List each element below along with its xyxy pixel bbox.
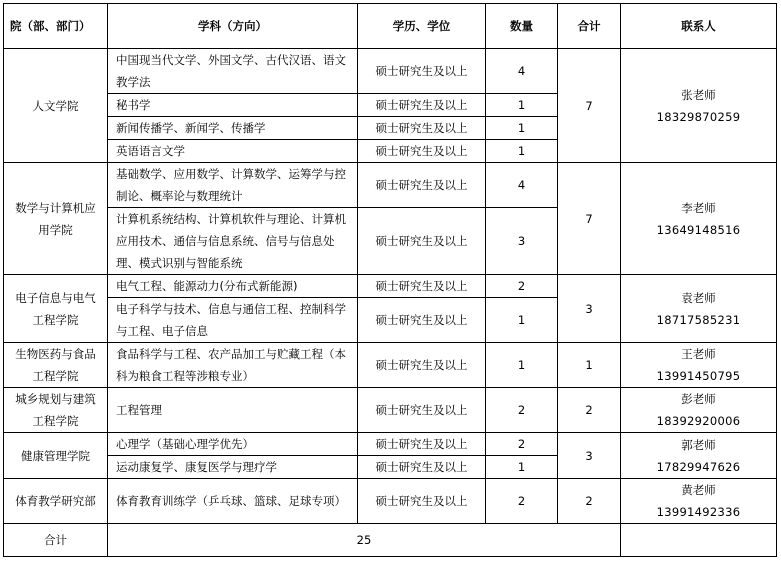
contact-name: 李老师 bbox=[681, 200, 716, 215]
contact-phone: 13991450795 bbox=[656, 369, 741, 383]
contact-phone: 18329870259 bbox=[656, 109, 741, 124]
institution-cell: 生物医药与食品工程学院 bbox=[4, 343, 108, 388]
degree-cell: 硕士研究生及以上 bbox=[358, 433, 486, 456]
contact-name: 郭老师 bbox=[681, 437, 716, 452]
table-row bbox=[4, 343, 777, 388]
subject-cell: 体育教育训练学（乒乓球、篮球、足球专项） bbox=[108, 479, 358, 524]
table-row bbox=[4, 433, 777, 456]
header-row bbox=[4, 4, 777, 49]
contact-cell bbox=[621, 275, 777, 343]
header-contact: 联系人 bbox=[621, 4, 777, 49]
institution-cell: 人文学院 bbox=[4, 49, 108, 163]
subtotal-cell: 2 bbox=[558, 479, 621, 524]
count-cell: 4 bbox=[486, 49, 558, 94]
count-cell: 4 bbox=[486, 163, 558, 208]
subject-cell: 运动康复学、康复医学与理疗学 bbox=[108, 456, 358, 479]
institution-cell: 数学与计算机应用学院 bbox=[4, 163, 108, 275]
degree-cell: 硕士研究生及以上 bbox=[358, 388, 486, 433]
subject-cell: 秘书学 bbox=[108, 94, 358, 117]
degree-cell: 硕士研究生及以上 bbox=[358, 479, 486, 524]
institution-cell: 健康管理学院 bbox=[4, 433, 108, 479]
degree-cell: 硕士研究生及以上 bbox=[358, 456, 486, 479]
subtotal-cell: 3 bbox=[558, 275, 621, 343]
table-row bbox=[4, 163, 777, 208]
contact-phone: 18717585231 bbox=[656, 312, 741, 327]
subtotal-cell: 1 bbox=[558, 343, 621, 388]
count-cell: 2 bbox=[486, 433, 558, 456]
degree-cell: 硕士研究生及以上 bbox=[358, 298, 486, 343]
subtotal-cell: 7 bbox=[558, 49, 621, 163]
contact-cell bbox=[621, 163, 777, 275]
subject-cell: 电气工程、能源动力(分布式新能源) bbox=[108, 275, 358, 298]
contact-cell bbox=[621, 388, 777, 433]
header-degree: 学历、学位 bbox=[358, 4, 486, 49]
header-count: 数量 bbox=[486, 4, 558, 49]
institution-cell: 城乡规划与建筑工程学院 bbox=[4, 388, 108, 433]
contact-cell bbox=[621, 433, 777, 479]
count-cell: 1 bbox=[486, 94, 558, 117]
contact-phone: 17829947626 bbox=[656, 459, 741, 474]
contact-cell bbox=[621, 49, 777, 163]
institution-cell: 电子信息与电气工程学院 bbox=[4, 275, 108, 343]
degree-cell: 硕士研究生及以上 bbox=[358, 49, 486, 94]
subject-cell: 中国现当代文学、外国文学、古代汉语、语文教学法 bbox=[108, 49, 358, 94]
institution-cell: 体育教学研究部 bbox=[4, 479, 108, 524]
subject-cell: 基础数学、应用数学、计算数学、运筹学与控制论、概率论与数理统计 bbox=[108, 163, 358, 208]
total-empty-cell bbox=[621, 524, 777, 557]
degree-cell: 硕士研究生及以上 bbox=[358, 163, 486, 208]
contact-name: 黄老师 bbox=[681, 483, 716, 497]
degree-cell: 硕士研究生及以上 bbox=[358, 94, 486, 117]
subject-cell: 电子科学与技术、信息与通信工程、控制科学与工程、电子信息 bbox=[108, 298, 358, 343]
contact-name: 王老师 bbox=[681, 347, 716, 361]
count-cell: 1 bbox=[486, 456, 558, 479]
count-cell: 2 bbox=[486, 388, 558, 433]
contact-name: 张老师 bbox=[681, 87, 716, 102]
contact-name: 袁老师 bbox=[681, 290, 716, 305]
subtotal-cell: 7 bbox=[558, 163, 621, 275]
header-subtotal: 合计 bbox=[558, 4, 621, 49]
subject-cell: 新闻传播学、新闻学、传播学 bbox=[108, 117, 358, 140]
contact-cell bbox=[621, 343, 777, 388]
contact-cell bbox=[621, 479, 777, 524]
count-cell: 1 bbox=[486, 298, 558, 343]
table-row bbox=[4, 388, 777, 433]
header-subject: 学科（方向） bbox=[108, 4, 358, 49]
subtotal-cell: 2 bbox=[558, 388, 621, 433]
count-cell: 1 bbox=[486, 117, 558, 140]
contact-name: 彭老师 bbox=[681, 392, 716, 406]
degree-cell: 硕士研究生及以上 bbox=[358, 117, 486, 140]
count-cell: 3 bbox=[486, 208, 558, 275]
contact-phone: 13649148516 bbox=[656, 222, 741, 237]
subject-cell: 心理学（基础心理学优先） bbox=[108, 433, 358, 456]
subtotal-cell: 3 bbox=[558, 433, 621, 479]
table-row bbox=[4, 49, 777, 94]
recruitment-table bbox=[3, 3, 777, 557]
count-cell: 1 bbox=[486, 343, 558, 388]
table-row bbox=[4, 479, 777, 524]
degree-cell: 硕士研究生及以上 bbox=[358, 343, 486, 388]
header-institution: 院（部、部门） bbox=[4, 4, 108, 49]
contact-phone: 18392920006 bbox=[656, 414, 741, 428]
degree-cell: 硕士研究生及以上 bbox=[358, 140, 486, 163]
total-label: 合计 bbox=[4, 524, 108, 557]
subject-cell: 英语语言文学 bbox=[108, 140, 358, 163]
degree-cell: 硕士研究生及以上 bbox=[358, 208, 486, 275]
count-cell: 1 bbox=[486, 140, 558, 163]
total-value: 25 bbox=[108, 524, 621, 557]
subject-cell: 计算机系统结构、计算机软件与理论、计算机应用技术、通信与信息系统、信号与信息处理、模式识别与智能系统 bbox=[108, 208, 358, 275]
table-row bbox=[4, 275, 777, 298]
total-row bbox=[4, 524, 777, 557]
count-cell: 2 bbox=[486, 479, 558, 524]
subject-cell: 工程管理 bbox=[108, 388, 358, 433]
contact-phone: 13991492336 bbox=[656, 505, 741, 519]
degree-cell: 硕士研究生及以上 bbox=[358, 275, 486, 298]
subject-cell: 食品科学与工程、农产品加工与贮藏工程（本科为粮食工程等涉粮专业） bbox=[108, 343, 358, 388]
count-cell: 2 bbox=[486, 275, 558, 298]
